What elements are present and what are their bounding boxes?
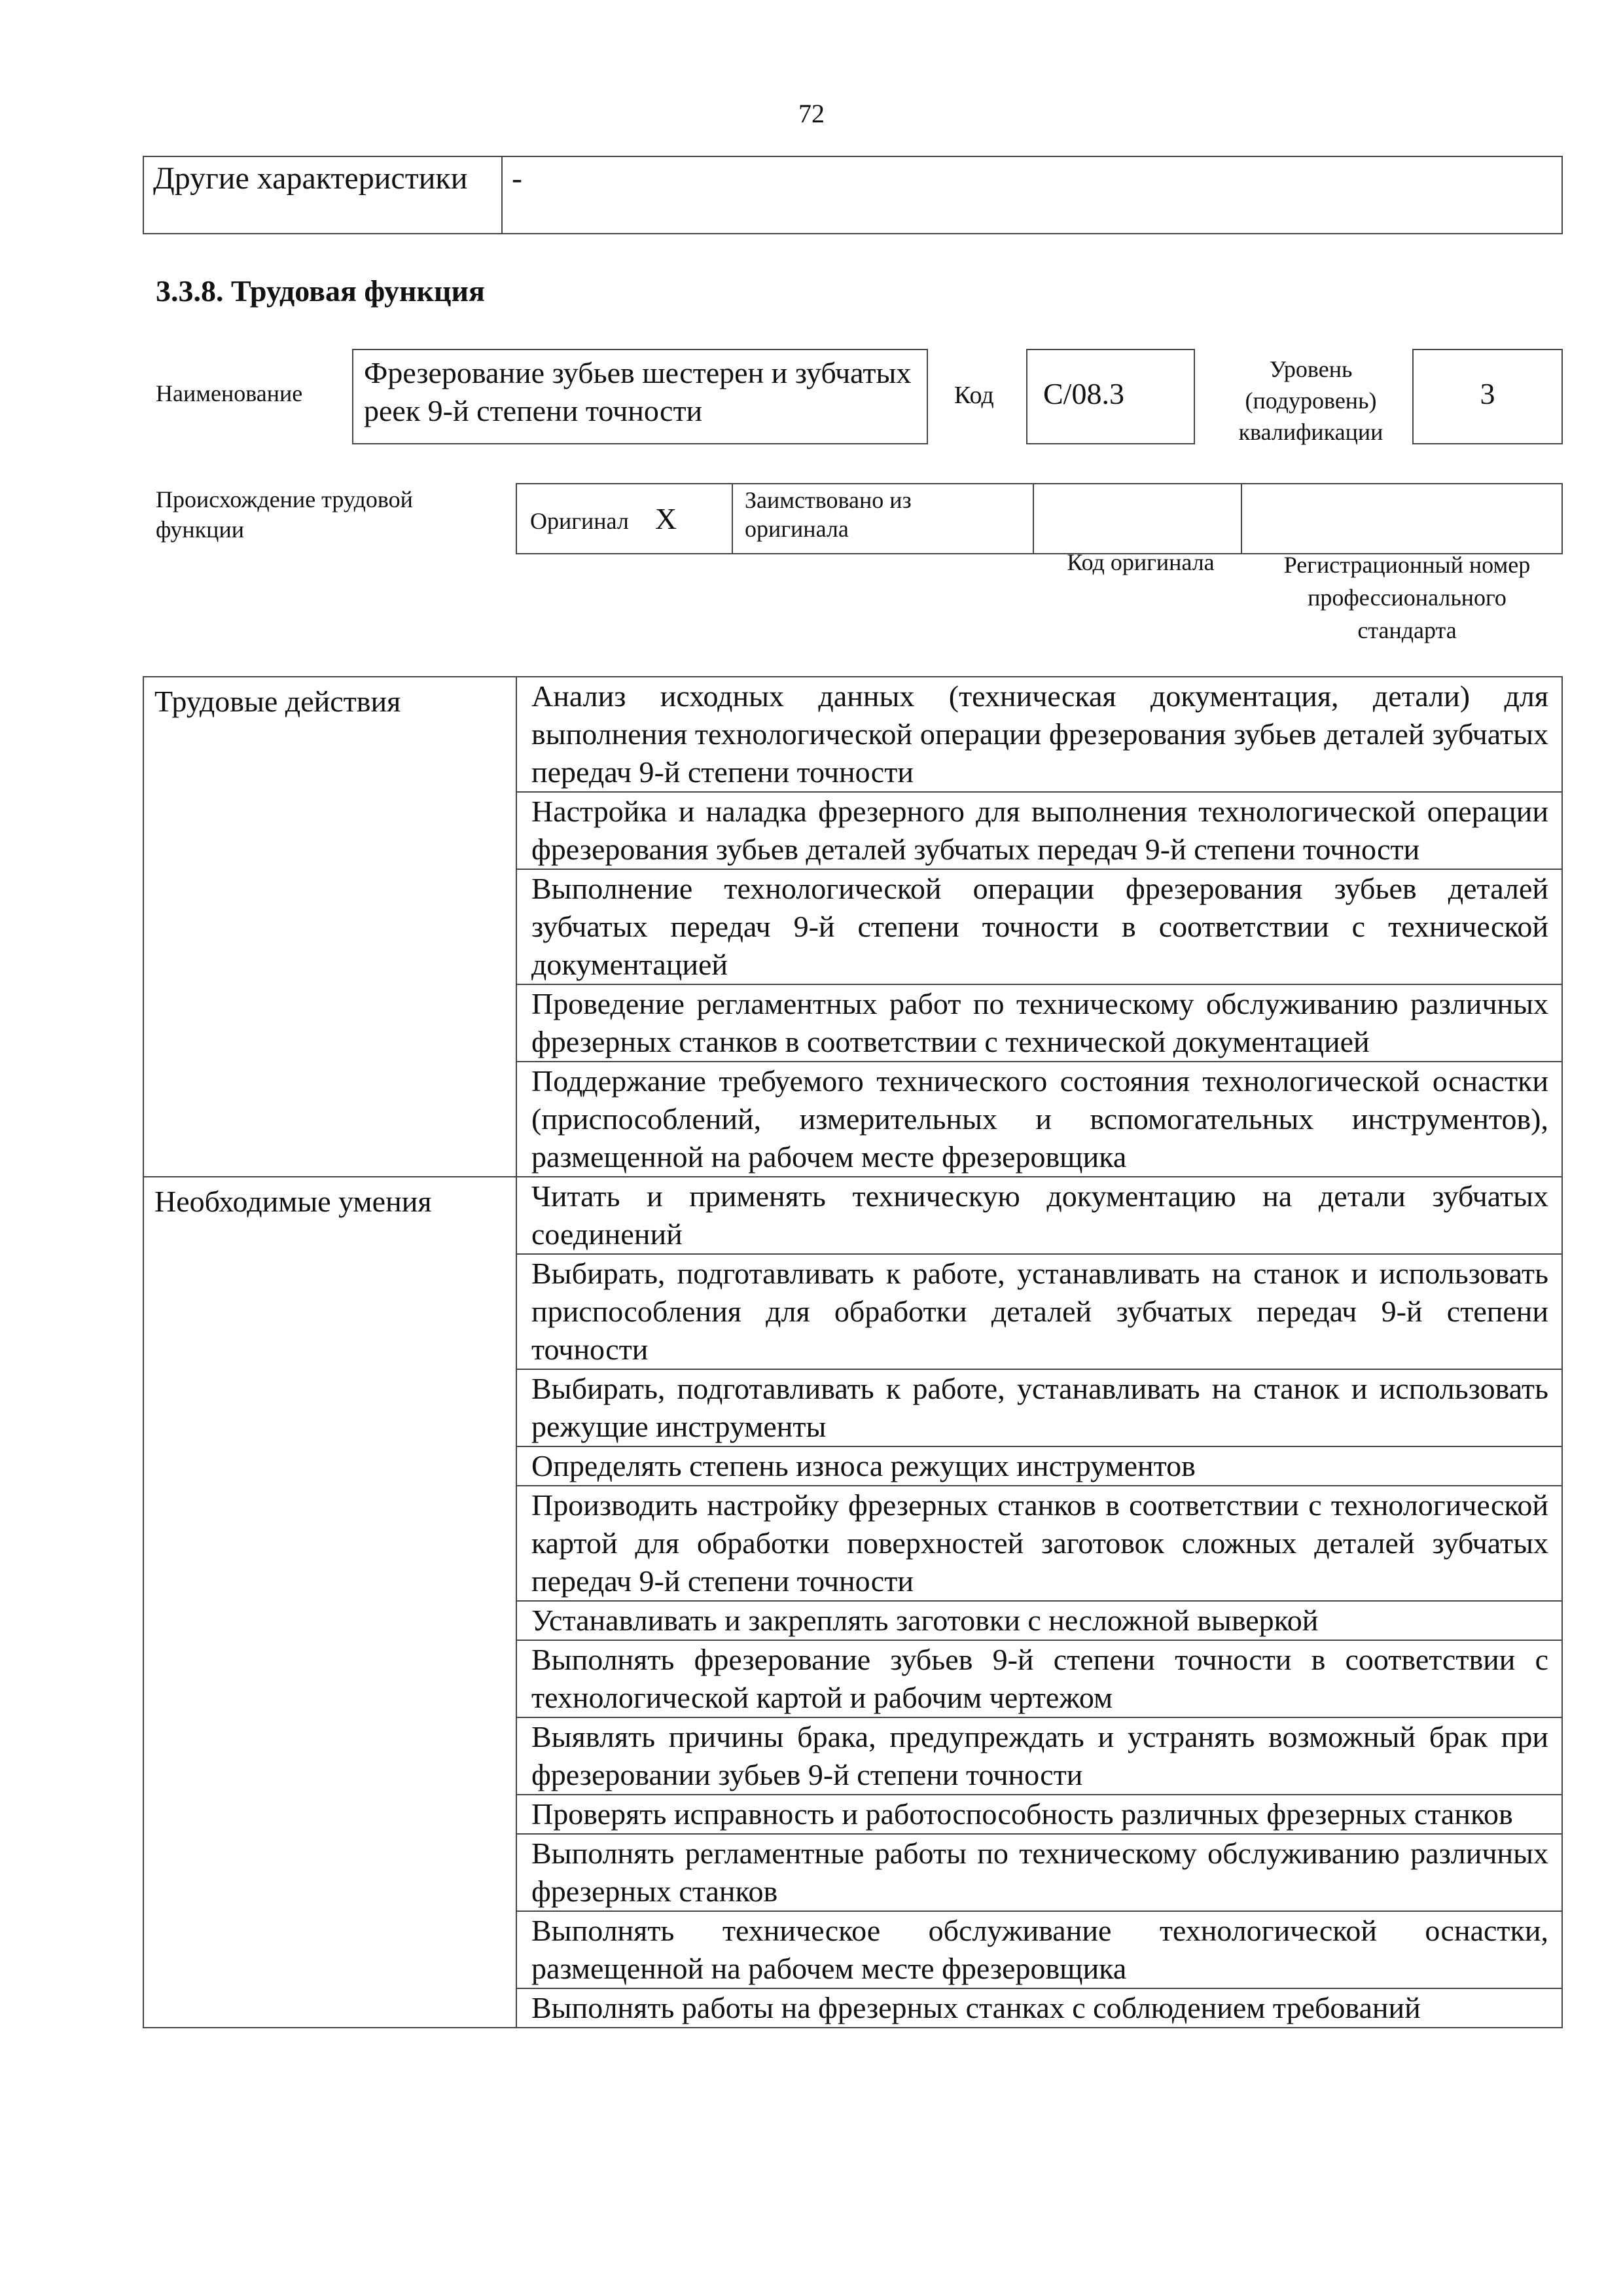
page-number: 72: [798, 99, 825, 128]
original-mark: Х: [654, 502, 677, 535]
origin-label: Происхождение трудовой функции: [156, 486, 413, 543]
name-label: Наименование: [156, 380, 303, 406]
labor-action-item: Поддержание требуемого технического состояния технологической оснастки (приспособлений, измерительных и вспомогательных инструментов), размещенной на рабочем месте фрезеровщика: [516, 1062, 1562, 1177]
labor-action-item: Выполнение технологической операции фрезерования зубьев деталей зубчатых передач 9-й степени точности в соответствии с технической документацией: [516, 869, 1562, 984]
other-characteristics-label: Другие характеристики: [143, 156, 502, 234]
original-cell: [516, 484, 732, 554]
skill-item: Проверять исправность и работоспособность различных фрезерных станков: [516, 1795, 1562, 1834]
borrowed-label: Заимствовано из оригинала: [732, 484, 1033, 554]
origin-table: [516, 483, 1563, 554]
section-heading: 3.3.8. Трудовая функция: [156, 274, 485, 308]
level-label: Уровень (подуровень) квалификации: [1238, 356, 1383, 445]
skill-item: Устанавливать и закреплять заготовки с несложной выверкой: [516, 1601, 1562, 1640]
function-code: С/08.3: [1026, 349, 1195, 444]
qualification-level: 3: [1412, 349, 1563, 444]
other-characteristics-value: -: [502, 156, 1562, 234]
labor-action-item: Настройка и наладка фрезерного для выполнения технологической операции фрезерования зубьев деталей зубчатых передач 9-й степени точности: [516, 792, 1562, 869]
labor-actions-label: Трудовые действия: [143, 677, 516, 1177]
function-name: Фрезерование зубьев шестерен и зубчатых реек 9-й степени точности: [352, 349, 928, 444]
registration-number-caption: Регистрационный номер профессионального стандарта: [1283, 552, 1531, 643]
code-label: Код: [954, 382, 994, 409]
table-row: [143, 677, 1562, 792]
skill-item: Производить настройку фрезерных станков в соответствии с технологической картой для обработки поверхностей заготовок сложных деталей зубчатых передач 9-й степени точности: [516, 1486, 1562, 1601]
skill-item: Выполнять техническое обслуживание технологической оснастки, размещенной на рабочем месте фрезеровщика: [516, 1911, 1562, 1988]
skill-item: Выполнять работы на фрезерных станках с соблюдением требований: [516, 1988, 1562, 2028]
skill-item: Выполнять регламентные работы по техническому обслуживанию различных фрезерных станков: [516, 1834, 1562, 1911]
functions-table: [143, 676, 1563, 2028]
skill-item: Читать и применять техническую документацию на детали зубчатых соединений: [516, 1177, 1562, 1254]
original-label: Оригинал: [530, 508, 629, 534]
labor-action-item: Анализ исходных данных (техническая документация, детали) для выполнения технологической операции фрезерования зубьев деталей зубчатых передач 9-й степени точности: [516, 677, 1562, 792]
original-code-caption: Код оригинала: [1067, 549, 1215, 575]
other-characteristics-table: [143, 156, 1563, 234]
original-code-cell: [1033, 484, 1241, 554]
skills-label: Необходимые умения: [143, 1177, 516, 2028]
skill-item: Выполнять фрезерование зубьев 9-й степени точности в соответствии с технологической картой и рабочим чертежом: [516, 1640, 1562, 1717]
labor-action-item: Проведение регламентных работ по техническому обслуживанию различных фрезерных станков в соответствии с технической документацией: [516, 984, 1562, 1062]
registration-number-cell: [1241, 484, 1562, 554]
skill-item: Выбирать, подготавливать к работе, устанавливать на станок и использовать приспособления для обработки деталей зубчатых передач 9-й степени точности: [516, 1254, 1562, 1369]
table-row: [143, 1177, 1562, 1254]
skill-item: Определять степень износа режущих инструментов: [516, 1446, 1562, 1486]
skill-item: Выбирать, подготавливать к работе, устанавливать на станок и использовать режущие инструменты: [516, 1369, 1562, 1446]
skill-item: Выявлять причины брака, предупреждать и устранять возможный брак при фрезеровании зубьев 9-й степени точности: [516, 1717, 1562, 1795]
